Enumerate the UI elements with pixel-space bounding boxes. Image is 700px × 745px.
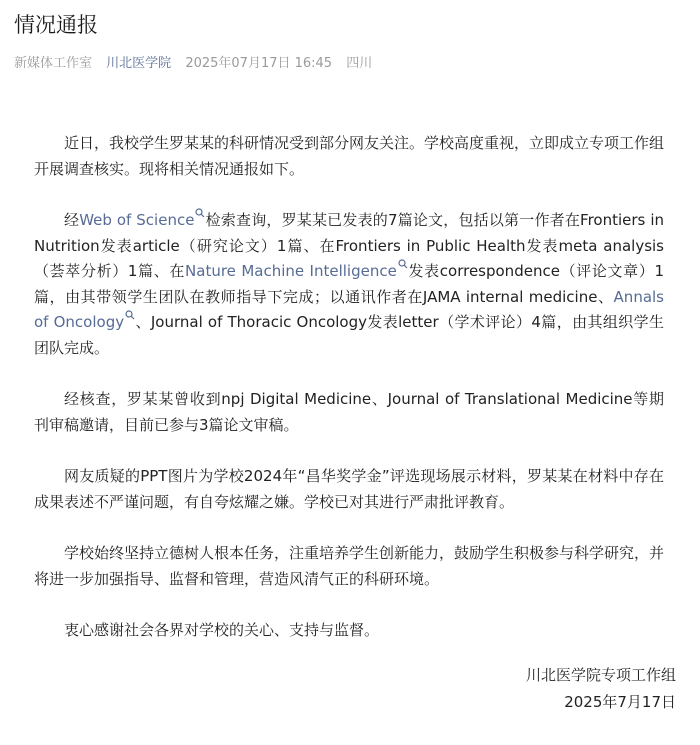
text-segment: 检索查询，罗某某已发表的7篇论文，包括以第一作者在Frontiers in Nutrition发表article（研究论文）1篇、在Frontiers in Public Health发表meta analysis（荟萃分析）1篇、在	[34, 211, 664, 280]
signature-date: 2025年7月17日	[564, 693, 676, 711]
article-meta	[14, 54, 382, 74]
link-label: Annals of Oncology	[34, 287, 664, 331]
paragraph-intro: 近日，我校学生罗某某的科研情况受到部分网友关注。学校高度重视，立即成立专项工作组开展调查核实。现将相关情况通报如下。	[34, 134, 665, 178]
paragraph-ppt-issue: 网友质疑的PPT图片为学校2024年“昌华奖学金”评选现场展示材料，罗某某在材料中存在成果表述不严谨问题，有自夸炫耀之嫌。学校已对其进行严肃批评教育。	[34, 467, 664, 511]
paragraph-thanks: 衷心感谢社会各界对学校的关心、支持与监督。	[64, 621, 380, 639]
search-icon	[195, 208, 205, 218]
text-segment: 、Journal of Thoracic Oncology发表letter（学术评论）4篇，由其组织学生团队完成。	[34, 313, 664, 357]
paragraph-review-invitations: 经核查，罗某某曾收到npj Digital Medicine、Journal of Translational Medicine等期刊审稿邀请，目前已参与3篇论文审稿。	[34, 390, 664, 434]
publish-location: 四川	[346, 56, 373, 71]
article-body	[34, 131, 664, 670]
link-label: Web of Science	[79, 211, 195, 229]
web-of-science-link[interactable]	[79, 211, 205, 229]
search-icon	[398, 259, 408, 269]
nature-machine-intelligence-link[interactable]	[185, 262, 408, 280]
text-segment: 发表correspondence（评论文章）1篇，由其带领学生团队在教师指导下完成；以通讯作者在JAMA internal medicine、	[34, 262, 665, 306]
text-segment: 经	[64, 211, 80, 229]
account-name-link[interactable]: 川北医学院	[106, 56, 172, 71]
search-icon	[125, 310, 135, 320]
signature-block	[526, 662, 676, 716]
link-label: Nature Machine Intelligence	[185, 262, 397, 280]
paragraph-publications	[34, 208, 664, 361]
account-type: 新媒体工作室	[14, 56, 93, 71]
paragraph-school-commitment: 学校始终坚持立德树人根本任务，注重培养学生创新能力，鼓励学生积极参与科学研究，并将进一步加强指导、监督和管理，营造风清气正的科研环境。	[34, 544, 665, 588]
article-title: 情况通报	[14, 13, 98, 37]
publish-datetime: 2025年07月17日 16:45	[185, 56, 333, 71]
signature-org: 川北医学院专项工作组	[525, 666, 676, 684]
